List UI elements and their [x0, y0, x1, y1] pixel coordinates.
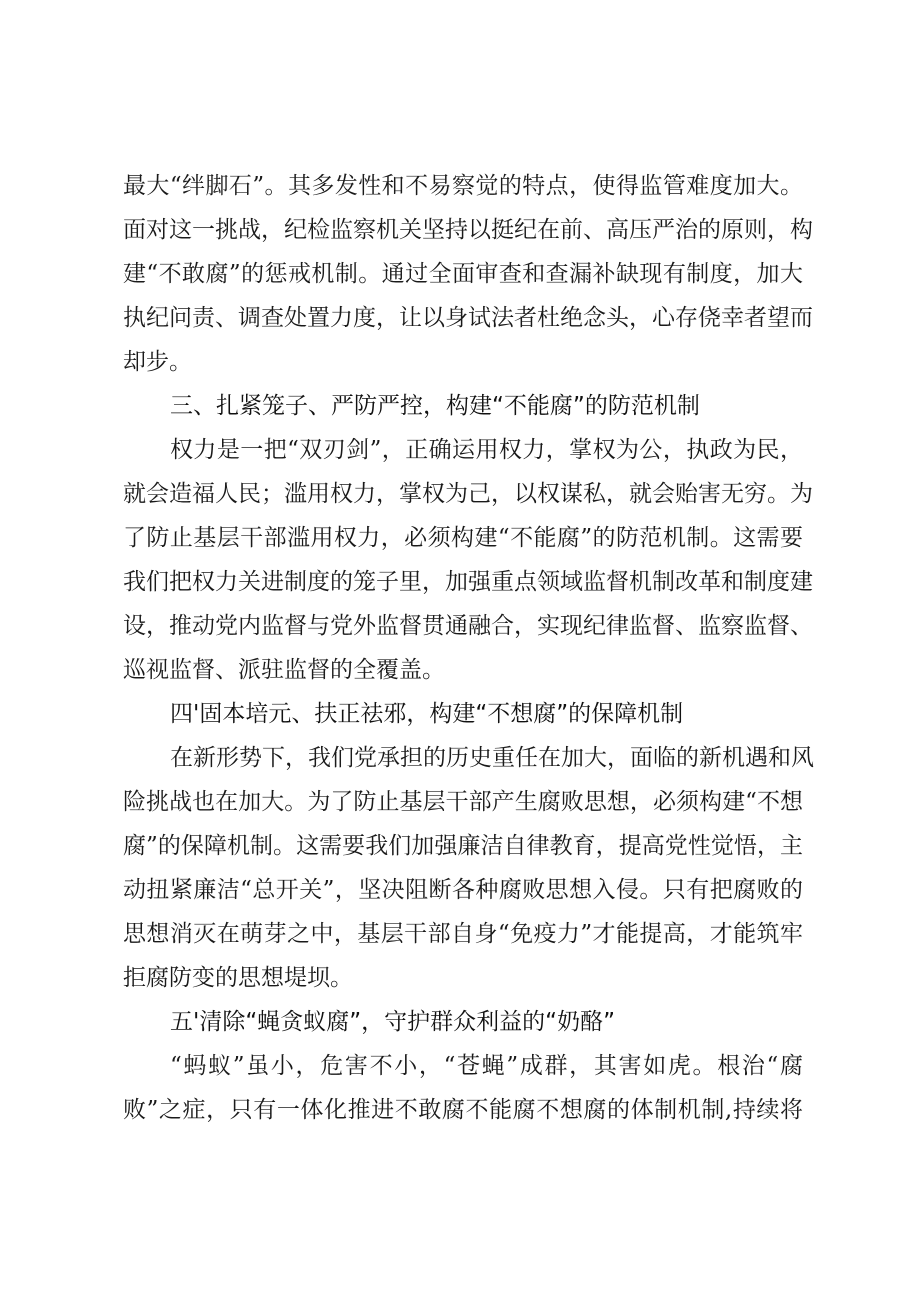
paragraph-line: 在新形势下，我们党承担的历史重任在加大，面临的新机遇和风 — [170, 745, 814, 771]
paragraph-line: 我们把权力关进制度的笼子里，加强重点领域监督机制改革和制度建 — [123, 569, 813, 595]
paragraph-line: 权力是一把“双刃剑”，正确运用权力，掌权为公，执政为民， — [170, 437, 803, 463]
paragraph-line: 巡视监督、派驻监督的全覆盖。 — [123, 657, 445, 683]
section-heading-4: 四'固本培元、扶正祛邪，构建“不想腐”的保障机制 — [170, 701, 684, 727]
paragraph-line: 设，推动党内监督与党外监督贯通融合，实现纪律监督、监察监督、 — [123, 613, 813, 639]
paragraph-line: 腐”的保障机制。这需要我们加强廉洁自律教育，提高党性觉悟，主 — [123, 833, 803, 859]
paragraph-line: 建“不敢腐”的惩戒机制。通过全面审查和查漏补缺现有制度，加大 — [123, 261, 803, 287]
paragraph-line: 面对这一挑战，纪检监察机关坚持以挺纪在前、高压严治的原则，构 — [123, 217, 813, 243]
paragraph-line: 动扭紧廉洁“总开关”，坚决阻断各种腐败思想入侵。只有把腐败的 — [123, 877, 803, 903]
paragraph-line: 了防止基层干部滥用权力，必须构建“不能腐”的防范机制。这需要 — [123, 525, 803, 551]
paragraph-line: 拒腐防变的思想堤坝。 — [123, 965, 353, 991]
paragraph-line: 执纪问责、调查处置力度，让以身试法者杜绝念头，心存侥幸者望而 — [123, 305, 813, 331]
paragraph-line: 就会造福人民；滥用权力，掌权为己，以权谋私，就会贻害无穷。为 — [123, 481, 813, 507]
paragraph-line: “蚂蚁”虽小，危害不小，“苍蝇”成群，其害如虎。根治“腐 — [170, 1053, 803, 1079]
section-heading-5: 五'清除“蝇贪蚁腐”，守护群众利益的“奶酪” — [170, 1009, 615, 1035]
section-heading-3: 三、扎紧笼子、严防严控，构建“不能腐”的防范机制 — [170, 393, 700, 419]
paragraph-line: 最大“绊脚石”。其多发性和不易察觉的特点，使得监管难度加大。 — [123, 173, 803, 199]
paragraph-line: 思想消灭在萌芽之中，基层干部自身“免疫力”才能提高，才能筑牢 — [123, 921, 803, 947]
paragraph-line: 败”之症，只有一体化推进不敢腐不能腐不想腐的体制机制,持续将 — [123, 1097, 803, 1123]
paragraph-line: 却步。 — [123, 349, 192, 375]
paragraph-line: 险挑战也在加大。为了防止基层干部产生腐败思想，必须构建“不想 — [123, 789, 803, 815]
